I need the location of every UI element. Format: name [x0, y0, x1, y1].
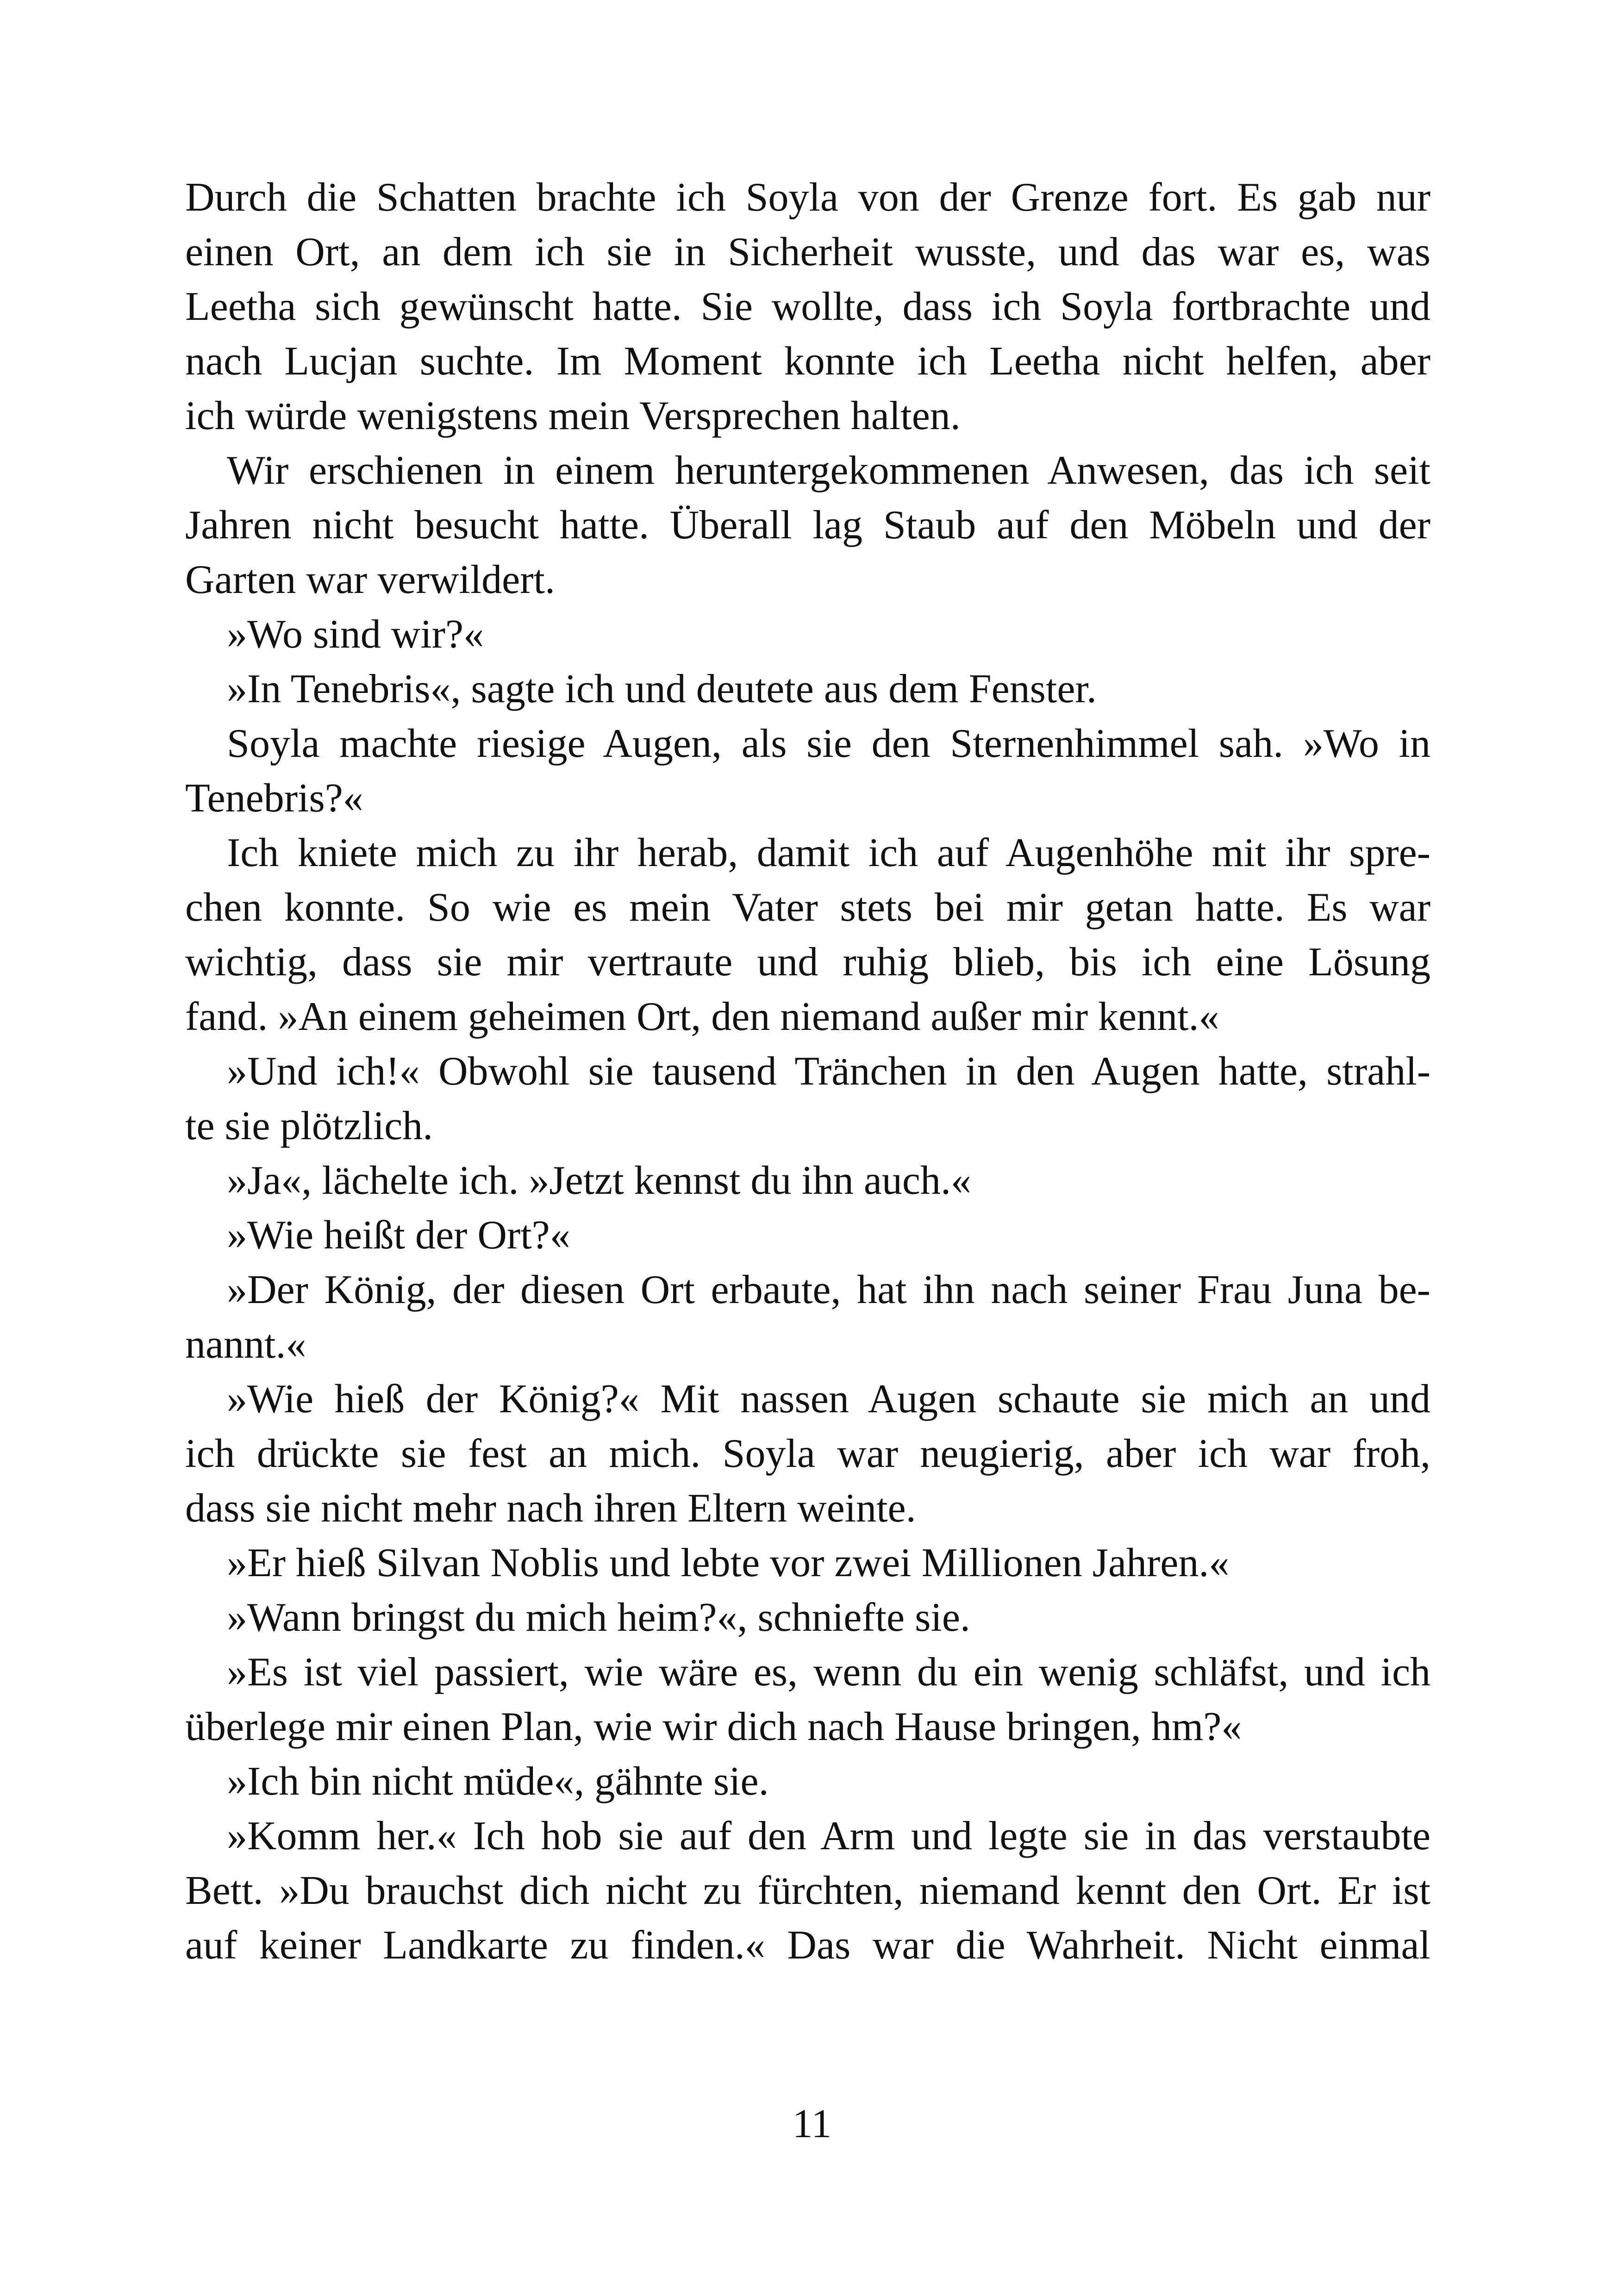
text-line: »In Tenebris«, sagte ich und deutete aus dem Fenster.: [227, 667, 1097, 711]
text-line: einen Ort, an dem ich sie in Sicherheit wusste, und das war es, was: [185, 230, 1430, 274]
text-line: »Wie hieß der König?« Mit nassen Augen schaute sie mich an und: [227, 1377, 1430, 1422]
text-line: »Wann bringst du mich heim?«, schniefte sie.: [227, 1595, 970, 1640]
text-line: »Ich bin nicht müde«, gähnte sie.: [227, 1759, 769, 1804]
text-line: Jahren nicht besucht hatte. Überall lag Staub auf den Möbeln und der: [185, 503, 1430, 548]
body-text: [185, 170, 1430, 1973]
text-line: »Und ich!« Obwohl sie tausend Tränchen in den Augen hatte, strahl-: [227, 1049, 1430, 1094]
text-line: »Es ist viel passiert, wie wäre es, wenn du ein wenig schläfst, und ich: [227, 1650, 1430, 1695]
text-line: chen konnte. So wie es mein Vater stets bei mir getan hatte. Es war: [185, 885, 1430, 930]
text-line: Tenebris?«: [185, 776, 363, 821]
text-line: »Wo sind wir?«: [227, 612, 484, 657]
text-line: ich würde wenigstens mein Versprechen halten.: [185, 393, 961, 438]
text-line: fand. »An einem geheimen Ort, den niemand außer mir kennt.«: [185, 994, 1219, 1039]
text-line: te sie plötzlich.: [185, 1104, 433, 1148]
text-line: dass sie nicht mehr nach ihren Eltern weinte.: [185, 1486, 916, 1531]
text-line: nach Lucjan suchte. Im Moment konnte ich Leetha nicht helfen, aber: [185, 339, 1430, 384]
text-line: Wir erschienen in einem heruntergekommenen Anwesen, das ich seit: [227, 448, 1430, 493]
text-line: Garten war verwildert.: [185, 557, 555, 602]
text-line: »Komm her.« Ich hob sie auf den Arm und legte sie in das verstaubte: [227, 1814, 1430, 1858]
text-line: Ich kniete mich zu ihr herab, damit ich auf Augenhöhe mit ihr spre-: [227, 830, 1430, 875]
text-line: »Der König, der diesen Ort erbaute, hat ihn nach seiner Frau Juna be-: [227, 1267, 1430, 1312]
text-line: Durch die Schatten brachte ich Soyla von der Grenze fort. Es gab nur: [185, 175, 1430, 220]
text-line: wichtig, dass sie mir vertraute und ruhig blieb, bis ich eine Lösung: [185, 940, 1430, 985]
text-line: Soyla machte riesige Augen, als sie den Sternenhimmel sah. »Wo in: [227, 721, 1430, 766]
text-line: ich drückte sie fest an mich. Soyla war neugierig, aber ich war froh,: [185, 1431, 1430, 1476]
text-line: nannt.«: [185, 1322, 306, 1367]
page-number: 11: [792, 2102, 832, 2146]
text-line: Leetha sich gewünscht hatte. Sie wollte, dass ich Soyla fortbrachte und: [185, 284, 1430, 329]
text-line: Bett. »Du brauchst dich nicht zu fürchten, niemand kennt den Ort. Er ist: [185, 1868, 1430, 1913]
text-line: »Er hieß Silvan Noblis und lebte vor zwei Millionen Jahren.«: [227, 1540, 1230, 1585]
text-line: auf keiner Landkarte zu finden.« Das war die Wahrheit. Nicht einmal: [185, 1923, 1430, 1968]
text-line: »Ja«, lächelte ich. »Jetzt kennst du ihn auch.«: [227, 1158, 971, 1203]
text-line: »Wie heißt der Ort?«: [227, 1213, 570, 1258]
text-line: überlege mir einen Plan, wie wir dich nach Hause bringen, hm?«: [185, 1704, 1242, 1749]
